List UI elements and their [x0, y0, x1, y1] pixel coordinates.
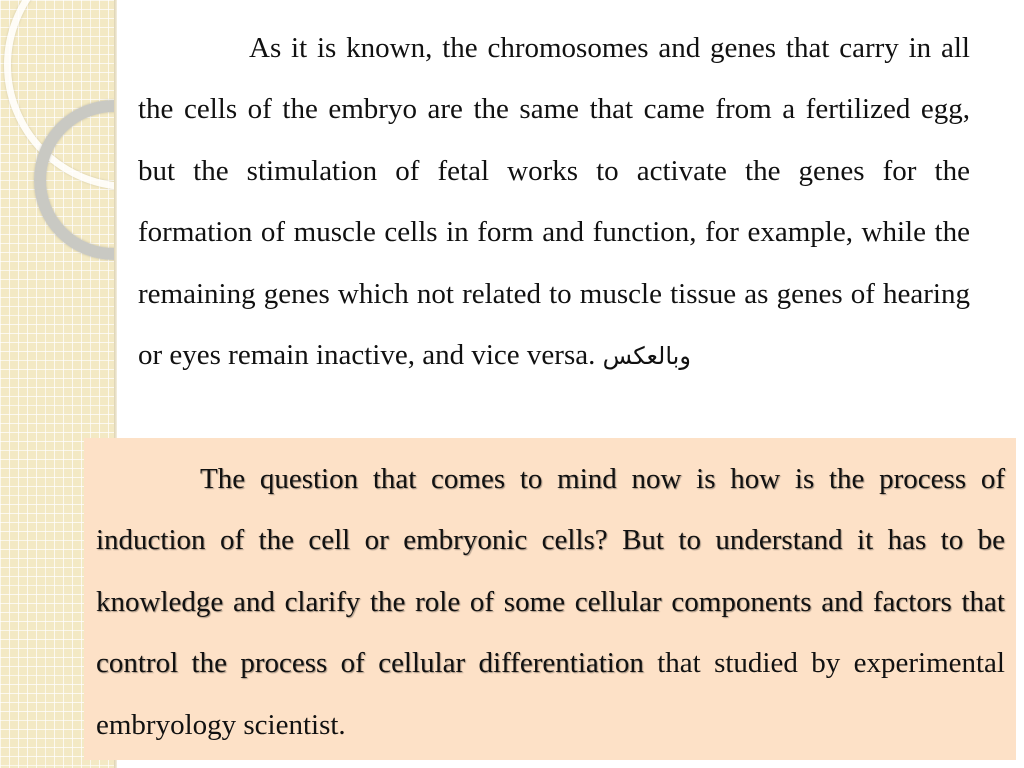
paragraph-1-text: As it is known, the chromosomes and genes that carry in all the cells of the embryo are the same that came from a fertilized egg, but the stimulation of fetal works to activate the genes for the formation of muscle cells in form and function, for example, while the remaining genes which not related to muscle tissue as genes of hearing or eyes remain inactive, and vice versa.	[138, 32, 970, 372]
arabic-note: وبالعكس	[602, 342, 691, 371]
paragraph-2-emphasized: The question that comes to mind now is how is the process of induction of the cell or embryonic cells? But to understand it has to be knowledge and clarify the role of some cellular components and factors that control the process of cellular differentiation	[96, 463, 1005, 680]
paragraph-chromosomes	[138, 18, 970, 387]
paragraph-question	[96, 449, 1005, 756]
paragraph-2-plain: that studied by experimental embryology scientist.	[96, 647, 1005, 741]
